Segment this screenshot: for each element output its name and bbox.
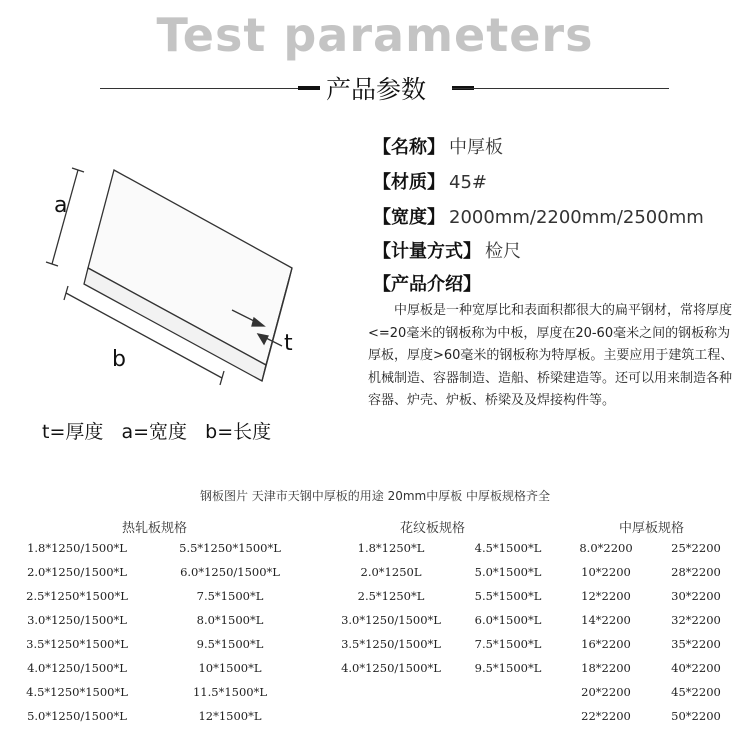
param-measure [373,237,521,263]
spec-cell-medium-plate: 45*2200 [671,685,721,699]
spec-cell-hot-rolled: 8.0*1500*L [196,613,264,627]
spec-cell-medium-plate: 32*2200 [671,613,721,627]
page-title-cn: 产品参数 [325,75,426,104]
group-heading-hot-rolled: 热轧板规格 [122,521,188,536]
spec-cell-medium-plate: 20*2200 [581,685,631,699]
page-title-en: Test parameters [156,8,594,62]
spec-table-title: 钢板图片 天津市天钢中厚板的用途 20mm中厚板 中厚板规格齐全 [199,489,551,503]
group-heading-medium-plate: 中厚板规格 [619,521,685,536]
spec-cell-checkered: 4.0*1250/1500*L [341,661,441,675]
dimension-b-label: b [112,347,126,372]
spec-cell-medium-plate: 12*2200 [581,589,631,603]
group-heading-checkered: 花纹板规格 [400,521,466,536]
spec-cell-hot-rolled: 4.5*1250*1500*L [26,685,128,699]
spec-cell-medium-plate: 40*2200 [671,661,721,675]
spec-cell-medium-plate: 35*2200 [671,637,721,651]
title-rule-right [452,88,669,89]
spec-cell-hot-rolled: 6.0*1250/1500*L [180,565,280,579]
intro-heading: 【产品介绍】 [373,274,481,295]
spec-cell-checkered: 3.5*1250/1500*L [341,637,441,651]
param-material-value: 45# [449,172,487,193]
param-width-key: 【宽度】 [373,207,445,228]
spec-cell-hot-rolled: 5.0*1250/1500*L [27,709,127,723]
steel-plate-diagram [36,150,356,450]
spec-cell-medium-plate: 18*2200 [581,661,631,675]
spec-cell-hot-rolled: 5.5*1250*1500*L [179,541,281,555]
spec-cell-medium-plate: 16*2200 [581,637,631,651]
spec-cell-medium-plate: 50*2200 [671,709,721,723]
spec-cell-checkered: 1.8*1250*L [357,541,425,555]
spec-cell-hot-rolled: 2.5*1250*1500*L [26,589,128,603]
spec-cell-hot-rolled: 4.0*1250/1500*L [27,661,127,675]
param-material-key: 【材质】 [373,172,445,193]
param-name [373,133,503,159]
spec-cell-medium-plate: 22*2200 [581,709,631,723]
param-measure-value: 检尺 [485,241,521,262]
spec-cell-checkered: 5.0*1500*L [474,565,542,579]
spec-cell-checkered: 7.5*1500*L [474,637,542,651]
spec-cell-checkered: 6.0*1500*L [474,613,542,627]
spec-cell-hot-rolled: 10*1500*L [198,661,262,675]
param-measure-key: 【计量方式】 [373,241,481,262]
spec-cell-medium-plate: 25*2200 [671,541,721,555]
dimension-t-label: t [284,331,293,356]
spec-cell-hot-rolled: 3.5*1250*1500*L [26,637,128,651]
spec-cell-medium-plate: 30*2200 [671,589,721,603]
spec-cell-checkered: 2.0*1250L [360,565,422,579]
spec-cell-hot-rolled: 2.0*1250/1500*L [27,565,127,579]
spec-cell-medium-plate: 8.0*2200 [579,541,633,555]
spec-cell-medium-plate: 28*2200 [671,565,721,579]
spec-cell-hot-rolled: 1.8*1250/1500*L [27,541,127,555]
param-material [373,168,487,194]
spec-cell-checkered: 4.5*1500*L [474,541,542,555]
spec-cell-hot-rolled: 9.5*1500*L [196,637,264,651]
spec-cell-medium-plate: 14*2200 [581,613,631,627]
intro-paragraph: 中厚板是一种宽厚比和表面积都很大的扁平钢材，常将厚度<=20毫米的钢板称为中板，厚度在20-60毫米之间的钢板称为厚板，厚度>60毫米的钢板称为特厚板。主要应用于建筑工程、机械制造、容器制造、造船、桥梁建造等。还可以用来制造各种容器、炉壳、炉板、桥梁及及焊接构件等。 [368,303,734,408]
spec-cell-hot-rolled: 12*1500*L [198,709,262,723]
spec-cell-checkered: 3.0*1250/1500*L [341,613,441,627]
spec-cell-hot-rolled: 3.0*1250/1500*L [27,613,127,627]
spec-cell-checkered: 2.5*1250*L [357,589,425,603]
param-width-value: 2000mm/2200mm/2500mm [449,207,704,228]
spec-cell-checkered: 5.5*1500*L [474,589,542,603]
diagram-legend: t=厚度 a=宽度 b=长度 [42,421,272,443]
param-name-value: 中厚板 [449,137,503,158]
spec-cell-checkered: 9.5*1500*L [474,661,542,675]
spec-cell-hot-rolled: 11.5*1500*L [192,685,268,699]
dimension-a-label: a [54,193,68,218]
param-width [373,203,704,229]
title-rule-left [100,88,300,89]
spec-cell-hot-rolled: 7.5*1500*L [196,589,264,603]
param-name-key: 【名称】 [373,137,445,158]
spec-cell-medium-plate: 10*2200 [581,565,631,579]
